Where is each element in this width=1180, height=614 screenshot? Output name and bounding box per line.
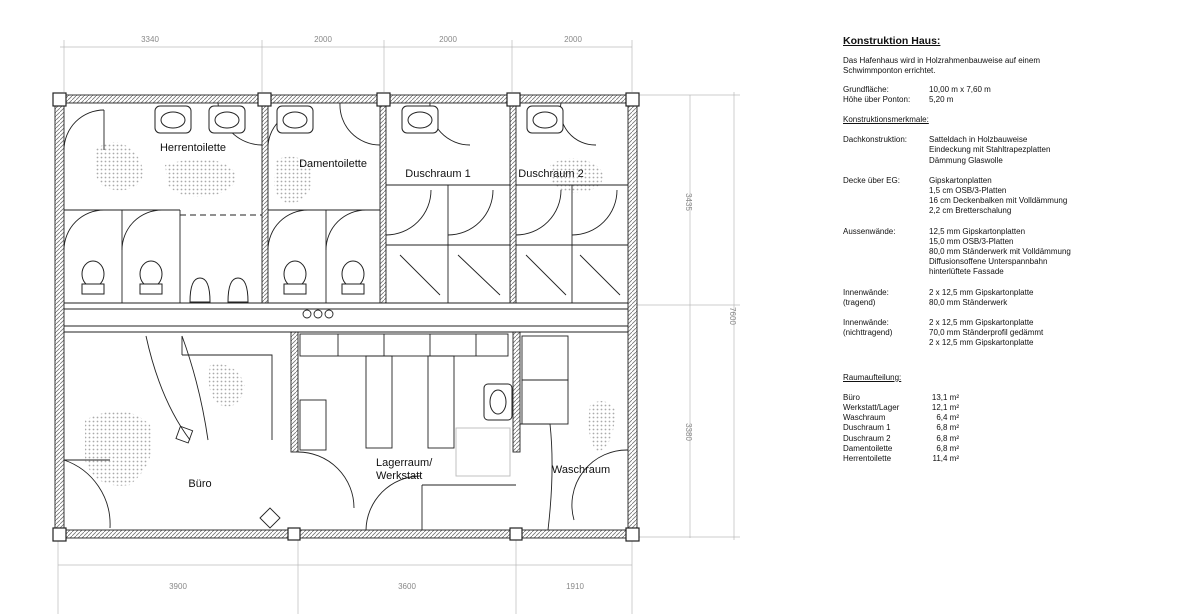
area-value: 13,1 m² [931, 392, 959, 402]
decke-label: Decke über EG: [843, 175, 900, 185]
area-row [843, 423, 1163, 433]
spec-decke [843, 176, 1163, 217]
dach-line: Eindeckung mit Stahltrapezplatten [929, 145, 1051, 155]
innen-nichttragend-label: Innenwände: [843, 318, 889, 328]
aussen-line: 15,0 mm OSB/3-Platten [929, 236, 1014, 246]
aussen-line: 80,0 mm Ständerwerk mit Volldämmung [929, 247, 1071, 257]
room-label-herren: Herrentoilette [159, 142, 227, 154]
dim-bottom-1: 3900 [169, 582, 187, 591]
spec-basic [843, 85, 1163, 105]
dim-bottom-2: 3600 [398, 582, 416, 591]
dim-bottom-3: 1910 [566, 582, 584, 591]
dach-line: Dämmung Glaswolle [929, 155, 1003, 165]
spec-innen-nichttragend [843, 318, 1163, 349]
grundflaeche-value: 10,00 m x 7,60 m [929, 84, 991, 94]
decke-line: 16 cm Deckenbalken mit Volldämmung [929, 196, 1068, 206]
room-label-damen: Damentoilette [299, 158, 367, 170]
innen-tragend-sublabel: (tragend) [843, 297, 876, 307]
area-row [843, 434, 1163, 444]
area-name: Waschraum [843, 413, 886, 423]
floor-texture [85, 142, 615, 486]
dach-label: Dachkonstruktion: [843, 135, 908, 145]
area-value: 6,8 m² [936, 433, 959, 443]
dim-right-upper: 3435 [684, 193, 693, 211]
dim-top-2: 2000 [314, 35, 332, 44]
innen-nichttragend-sublabel: (nichttragend) [843, 328, 893, 338]
area-name: Duschraum 1 [843, 423, 891, 433]
aussen-line: Diffusionsoffene Unterspannbahn [929, 257, 1048, 267]
spec-intro: Das Hafenhaus wird in Holzrahmenbauweise auf einem Schwimmponton errichtet. [843, 56, 1040, 76]
innen-tragend-line: 2 x 12,5 mm Gipskartonplatte [929, 287, 1034, 297]
innen-nichttragend-line: 2 x 12,5 mm Gipskartonplatte [929, 338, 1034, 348]
dim-right-lower: 3380 [684, 423, 693, 441]
area-name: Herrentoilette [843, 454, 892, 464]
area-name: Büro [843, 392, 860, 402]
aussen-line: 12,5 mm Gipskartonplatten [929, 226, 1026, 236]
decke-line: 2,2 cm Bretterschalung [929, 206, 1012, 216]
innen-nichttragend-line: 2 x 12,5 mm Gipskartonplatte [929, 318, 1034, 328]
area-value: 12,1 m² [931, 403, 959, 413]
innen-nichttragend-line: 70,0 mm Ständerprofil gedämmt [929, 328, 1044, 338]
room-label-buero: Büro [188, 478, 212, 490]
dim-top-4: 2000 [564, 35, 582, 44]
decke-line: Gipskartonplatten [929, 175, 992, 185]
aussen-label: Aussenwände: [843, 226, 896, 236]
area-row [843, 444, 1163, 454]
area-row [843, 393, 1163, 403]
aussen-line: hinterlüftete Fassade [929, 267, 1004, 277]
hoehe-label: Höhe über Ponton: [843, 94, 911, 104]
room-label-dusch1: Duschraum 1 [405, 168, 471, 180]
area-row [843, 403, 1163, 413]
area-name: Duschraum 2 [843, 433, 891, 443]
grundflaeche-label: Grundfläche: [843, 84, 889, 94]
dach-line: Satteldach in Holzbauweise [929, 135, 1028, 145]
innen-tragend-label: Innenwände: [843, 287, 889, 297]
spec-dach [843, 135, 1163, 166]
dim-right-total: 7600 [728, 307, 737, 325]
decke-line: 1,5 cm OSB/3-Platten [929, 186, 1007, 196]
innen-tragend-line: 80,0 mm Ständerwerk [929, 297, 1008, 307]
room-label-lager-2: Werkstatt [376, 470, 423, 482]
area-row [843, 413, 1163, 423]
room-label-wasch: Waschraum [551, 464, 611, 476]
spec-innen-tragend [843, 288, 1163, 308]
dim-top-1: 3340 [141, 35, 159, 44]
merkmale-heading: Konstruktionsmerkmale: [843, 115, 929, 125]
area-table [843, 393, 1163, 464]
dim-top-3: 2000 [439, 35, 457, 44]
area-row [843, 454, 1163, 464]
workshop-interior [298, 334, 516, 530]
construction-spec-panel [843, 36, 1163, 464]
toilets [82, 261, 364, 302]
area-value: 6,4 m² [936, 413, 959, 423]
area-value: 6,8 m² [936, 423, 959, 433]
corridor [64, 303, 628, 332]
spec-title: Konstruktion Haus: [843, 35, 941, 47]
spec-aussen [843, 227, 1163, 278]
raum-heading: Raumaufteilung: [843, 372, 902, 382]
area-value: 6,8 m² [936, 443, 959, 453]
area-name: Werkstatt/Lager [843, 403, 900, 413]
room-label-dusch2: Duschraum 2 [518, 168, 584, 180]
area-value: 11,4 m² [932, 454, 959, 464]
hoehe-value: 5,20 m [929, 94, 954, 104]
area-name: Damentoilette [843, 443, 893, 453]
room-label-lager-1: Lagerraum/ [376, 457, 433, 469]
